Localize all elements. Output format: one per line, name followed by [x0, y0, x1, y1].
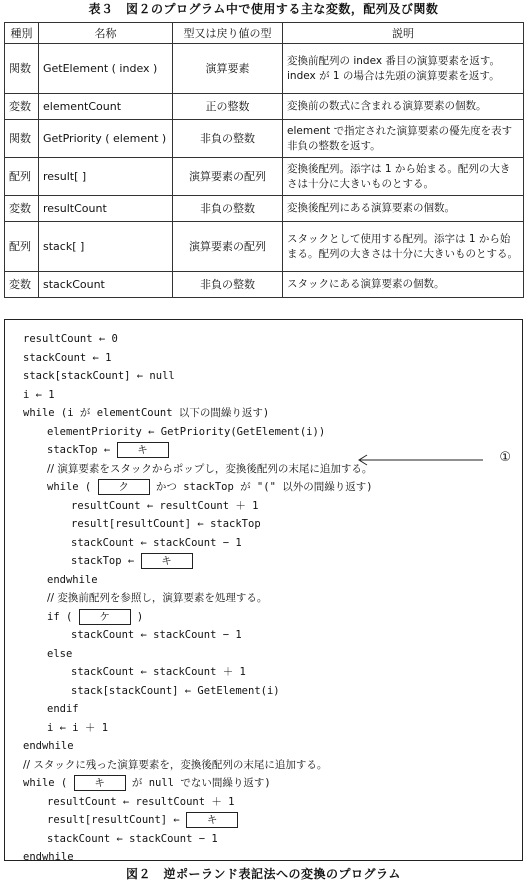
code-text: )	[130, 610, 144, 623]
table-row	[5, 196, 524, 222]
header-type: 型又は戻り値の型	[173, 23, 283, 44]
header-kind: 種別	[5, 23, 39, 44]
blank-ku-box: ク	[98, 479, 150, 495]
cell-desc: element で指定された演算要素の優先度を表す非負の整数を返す。	[283, 120, 524, 158]
cell-type: 非負の整数	[173, 272, 283, 298]
code-line: else	[47, 647, 73, 660]
cell-kind: 配列	[5, 222, 39, 272]
cell-name: stackCount	[39, 272, 173, 298]
cell-type: 非負の整数	[173, 196, 283, 222]
code-text: stackTop ←	[47, 444, 117, 456]
code-line: stackCount ← stackCount − 1	[47, 832, 218, 845]
cell-name: GetPriority ( element )	[39, 120, 173, 158]
code-line: endwhile	[23, 740, 74, 752]
cell-desc: 変換後配列にある演算要素の個数。	[283, 196, 524, 222]
program-box	[4, 319, 523, 861]
cell-name: GetElement ( index )	[39, 44, 173, 94]
code-text: かつ stackTop が "(" 以外の間繰り返す)	[149, 481, 373, 493]
cell-type: 演算要素の配列	[173, 158, 283, 196]
table-caption: 表３ 図２のプログラム中で使用する主な変数，配列及び関数	[88, 2, 439, 16]
cell-desc: 変換前の数式に含まれる演算要素の個数。	[283, 94, 524, 120]
code-line-with-blank	[23, 811, 512, 830]
code-line: i ← 1	[23, 388, 55, 401]
blank-ke-box: ケ	[79, 609, 131, 625]
arrow-icon	[355, 450, 515, 470]
code-line: while (i が elementCount 以下の間繰り返す)	[23, 407, 270, 419]
table-row	[5, 94, 524, 120]
code-line: i ← i ＋ 1	[47, 721, 109, 734]
cell-type: 演算要素の配列	[173, 222, 283, 272]
cell-desc: スタックにある演算要素の個数。	[283, 272, 524, 298]
code-text: result[resultCount] ←	[47, 814, 187, 826]
table-row	[5, 222, 524, 272]
code-line: stackCount ← stackCount ＋ 1	[71, 666, 246, 678]
cell-type: 正の整数	[173, 94, 283, 120]
code-line: elementPriority ← GetPriority(GetElement(i))	[47, 425, 326, 438]
code-line-with-blank	[23, 608, 512, 627]
table-row	[5, 158, 524, 196]
cell-desc: 変換後配列。添字は 1 から始まる。配列の大きさは十分に大きいものとする。	[283, 158, 524, 196]
code-comment: // 変換前配列を参照し，演算要素を処理する。	[47, 592, 268, 604]
program-code	[23, 330, 512, 867]
code-line: resultCount ← resultCount ＋ 1	[71, 499, 259, 512]
code-line: stack[stackCount] ← GetElement(i)	[71, 684, 280, 697]
code-text: が null でない間繰り返す)	[125, 777, 271, 789]
header-desc: 説明	[283, 23, 524, 44]
cell-type: 演算要素	[173, 44, 283, 94]
cell-kind: 変数	[5, 94, 39, 120]
table-row	[5, 120, 524, 158]
cell-kind: 変数	[5, 196, 39, 222]
table-row	[5, 272, 524, 298]
code-line-with-blank	[23, 552, 512, 571]
code-line: stackCount ← 1	[23, 351, 112, 364]
code-text: if (	[47, 610, 79, 623]
cell-kind: 関数	[5, 44, 39, 94]
code-comment: // スタックに残った演算要素を，変換後配列の末尾に追加する。	[23, 758, 328, 771]
code-comment: // 演算要素をスタックからポップし，変換後配列の末尾に追加する。	[47, 462, 373, 475]
cell-name: stack[ ]	[39, 222, 173, 272]
code-line: stackCount ← stackCount − 1	[71, 536, 242, 549]
code-text: while (	[23, 777, 74, 789]
code-line-with-blank	[23, 478, 512, 497]
code-line: stack[stackCount] ← null	[23, 370, 175, 382]
cell-kind: 配列	[5, 158, 39, 196]
cell-name: elementCount	[39, 94, 173, 120]
figure-caption: 図２ 逆ポーランド表記法への変換のプログラム	[126, 867, 401, 881]
table-header-row	[5, 23, 524, 44]
blank-ki-box: キ	[117, 442, 169, 458]
code-line: endwhile	[47, 573, 98, 586]
variables-table	[4, 22, 524, 298]
cell-desc: スタックとして使用する配列。添字は 1 から始まる。配列の大きさは十分に大きいものとする。	[283, 222, 524, 272]
code-line: resultCount ← 0	[23, 333, 118, 345]
cell-type: 非負の整数	[173, 120, 283, 158]
cell-name: result[ ]	[39, 158, 173, 196]
blank-ki-box: キ	[141, 553, 193, 569]
code-line: endif	[47, 703, 79, 715]
cell-kind: 関数	[5, 120, 39, 158]
code-line: result[resultCount] ← stackTop	[71, 518, 261, 530]
code-line: endwhile	[23, 851, 74, 863]
code-text: while (	[47, 481, 98, 493]
cell-name: resultCount	[39, 196, 173, 222]
code-line: stackCount ← stackCount − 1	[71, 629, 242, 641]
cell-desc: 変換前配列の index 番目の演算要素を返す。index が 1 の場合は先頭の演算要素を返す。	[283, 44, 524, 94]
table-row	[5, 44, 524, 94]
blank-ki-box: キ	[74, 775, 126, 791]
code-line: resultCount ← resultCount ＋ 1	[47, 795, 235, 808]
header-name: 名称	[39, 23, 173, 44]
blank-ki-box: キ	[186, 812, 238, 828]
code-line-with-blank	[23, 774, 512, 793]
circled-one-marker: ①	[499, 450, 511, 465]
code-text: stackTop ←	[71, 555, 141, 567]
cell-kind: 変数	[5, 272, 39, 298]
reference-arrow	[355, 450, 515, 470]
